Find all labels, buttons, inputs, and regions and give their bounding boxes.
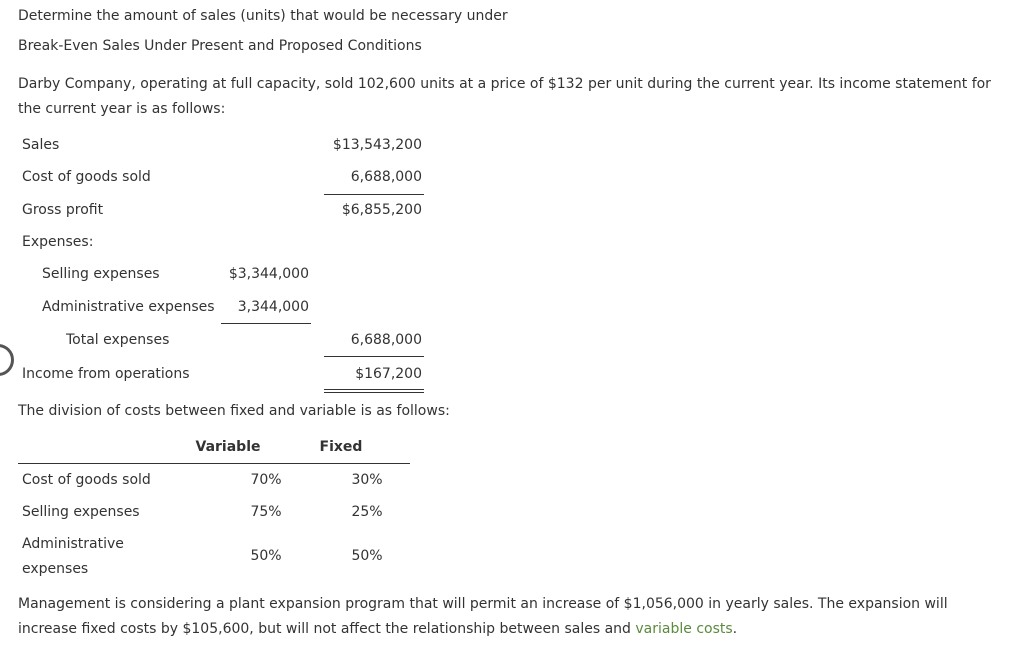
row-label: Selling expenses: [22, 504, 140, 520]
sales-value: $13,543,200: [332, 137, 422, 153]
column-header-variable: Variable: [195, 439, 261, 455]
variable-costs-link[interactable]: variable costs: [635, 621, 733, 637]
income-double-underline-1: [324, 389, 424, 390]
income-from-operations-label: Income from operations: [22, 366, 190, 382]
table-header-rule: [18, 463, 410, 464]
division-intro: The division of costs between fixed and variable is as follows:: [18, 403, 450, 419]
question-header: Determine the amount of sales (units) that would be necessary under: [18, 8, 508, 24]
sales-label: Sales: [22, 137, 60, 153]
row-label-line-2: expenses: [22, 561, 89, 577]
side-circle-icon: [0, 344, 14, 376]
management-line-2-period: .: [732, 621, 738, 637]
management-line-2: [18, 621, 737, 637]
total-expenses-label: Total expenses: [66, 332, 170, 348]
variable-percent: 50%: [250, 548, 282, 564]
intro-line-1: Darby Company, operating at full capacity, sold 102,600 units at a price of $132 per unit during the current year. Its income statement for: [18, 76, 991, 92]
selling-expenses-label: Selling expenses: [42, 266, 160, 282]
intro-line-2: the current year is as follows:: [18, 101, 226, 117]
expenses-label: Expenses:: [22, 234, 94, 250]
row-label: Cost of goods sold: [22, 472, 151, 488]
admin-expenses-value: 3,344,000: [237, 299, 309, 315]
cogs-label: Cost of goods sold: [22, 169, 151, 185]
gross-profit-label: Gross profit: [22, 202, 104, 218]
management-line-2-text: increase fixed costs by $105,600, but will not affect the relationship between sales and: [18, 621, 636, 637]
column-header-fixed: Fixed: [319, 439, 363, 455]
management-line-1: Management is considering a plant expansion program that will permit an increase of $1,056,000 in yearly sales. The expansion will: [18, 596, 948, 612]
income-from-operations-value: $167,200: [355, 366, 422, 382]
income-double-underline-2: [324, 392, 424, 393]
variable-percent: 70%: [250, 472, 282, 488]
total-underline: [324, 356, 424, 357]
variable-percent: 75%: [250, 504, 282, 520]
fixed-percent: 30%: [351, 472, 383, 488]
row-label-line-1: Administrative: [22, 536, 124, 552]
fixed-percent: 25%: [351, 504, 383, 520]
cogs-underline: [324, 194, 424, 195]
admin-underline: [221, 323, 311, 324]
admin-expenses-label: Administrative expenses: [42, 299, 215, 315]
selling-expenses-value: $3,344,000: [228, 266, 309, 282]
gross-profit-value: $6,855,200: [341, 202, 422, 218]
section-subtitle: Break-Even Sales Under Present and Proposed Conditions: [18, 38, 422, 54]
total-expenses-value: 6,688,000: [350, 332, 422, 348]
fixed-percent: 50%: [351, 548, 383, 564]
cogs-value: 6,688,000: [350, 169, 422, 185]
